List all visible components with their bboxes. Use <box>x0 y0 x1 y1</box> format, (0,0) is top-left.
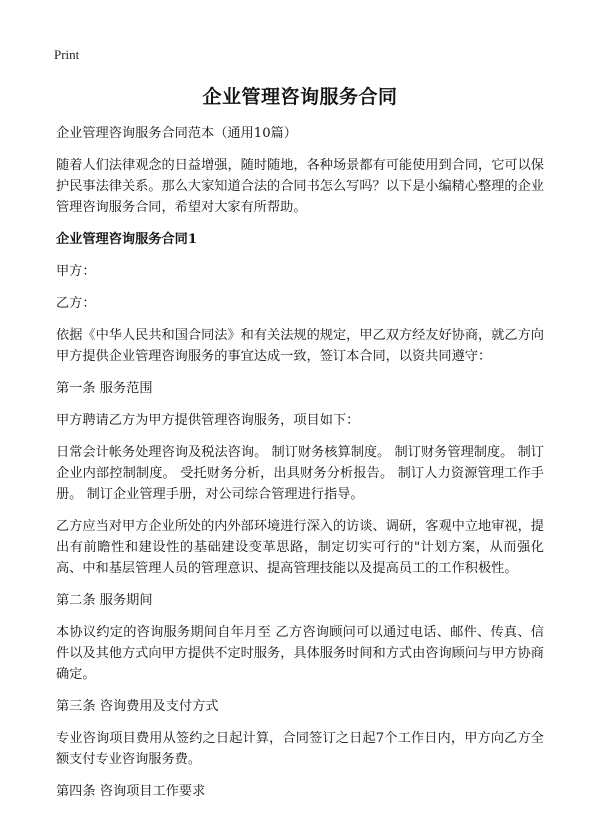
print-link[interactable]: Print <box>54 47 80 62</box>
article1-title: 第一条 服务范围 <box>56 381 153 396</box>
article3-title: 第三条 咨询费用及支付方式 <box>56 699 219 714</box>
document-subtitle: 企业管理咨询服务合同范本（通用10篇） <box>56 126 297 141</box>
document-title: 企业管理咨询服务合同 <box>202 86 398 108</box>
preamble-paragraph: 依据《中华人民共和国合同法》和有关法规的规定，甲乙双方经友好协商，就乙方向甲方提供企业管理咨询服务的事宜达成一致，签订本合同，以资共同遵守： <box>56 328 544 364</box>
article4-title: 第四条 咨询项目工作要求 <box>56 784 206 799</box>
article3-paragraph-1: 专业咨询项目费用从签约之日起计算，合同签订之日起7个工作日内，甲方向乙方全额支付专业咨询服务费。 <box>56 731 544 767</box>
party-b-label: 乙方： <box>56 296 96 311</box>
article2-paragraph-1: 本协议约定的咨询服务期间自年月至 乙方咨询顾问可以通过电话、邮件、传真、信件以及其他方式向甲方提供不定时服务，具体服务时间和方式由咨询顾问与甲方协商确定。 <box>56 625 544 682</box>
article1-paragraph-2: 日常会计帐务处理咨询及税法咨询。 制订财务核算制度。 制订财务管理制度。 制订企业内部控制制度。 受托财务分析，出具财务分析报告。 制订人力资源管理工作手册。 制订企业管理手册，对公司综合管理进行指导。 <box>56 445 544 502</box>
intro-paragraph: 随着人们法律观念的日益增强，随时随地，各种场景都有可能使用到合同，它可以保护民事法律关系。那么大家知道合法的合同书怎么写吗？以下是小编精心整理的企业管理咨询服务合同，希望对大家有所帮助。 <box>56 158 544 215</box>
section-heading: 企业管理咨询服务合同1 <box>56 232 198 247</box>
article1-paragraph-3: 乙方应当对甲方企业所处的内外部环境进行深入的访谈、调研，客观中立地审视，提出有前瞻性和建设性的基础建设变革思路，制定切实可行的"计划方案，从而强化高、中和基层管理人员的管理意识、提高管理技能以及提高员工的工作积极性。 <box>56 519 544 576</box>
article2-title: 第二条 服务期间 <box>56 593 153 608</box>
document-body <box>56 123 544 802</box>
article1-paragraph-1: 甲方聘请乙方为甲方提供管理咨询服务，项目如下： <box>56 413 360 428</box>
party-a-label: 甲方： <box>56 264 96 279</box>
